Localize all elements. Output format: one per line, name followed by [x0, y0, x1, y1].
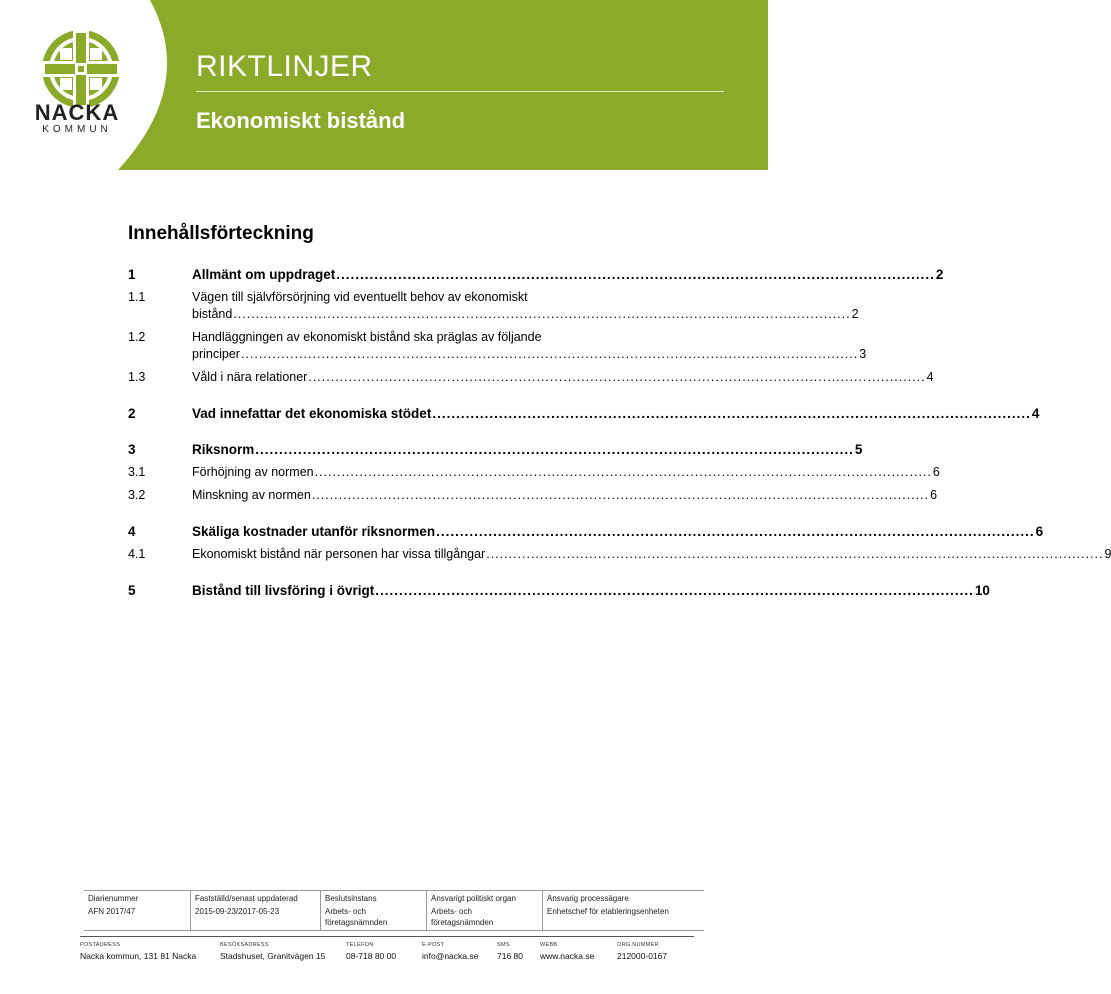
toc-number: 4: [128, 524, 136, 539]
toc-page: 6: [930, 488, 938, 502]
toc-number: 1: [128, 267, 136, 282]
toc-title: Minskning av normen: [192, 488, 311, 502]
footer-orgnummer: [617, 942, 667, 961]
meta-value: företagsnämnden: [325, 918, 388, 927]
toc-title: Bistånd till livsföring i övrigt: [192, 583, 375, 598]
meta-beslutsinstans: [320, 891, 426, 930]
toc-page: 6: [1035, 524, 1044, 539]
meta-label: Fastställd/senast uppdaterad: [195, 894, 298, 903]
header-divider: [196, 91, 724, 92]
toc-entry-3-2[interactable]: 3.2 Minskning av normen .......................................................................................................................................... 6: [128, 488, 938, 502]
meta-value: Arbets- och: [325, 907, 366, 916]
toc-title: Förhöjning av normen: [192, 465, 314, 479]
footer-besoksadress: [220, 942, 325, 961]
toc-title-line: Handläggningen av ekonomiskt bistånd ska präglas av följande: [192, 330, 542, 344]
toc-page: 5: [854, 442, 863, 457]
toc-title: Riksnorm: [192, 442, 255, 457]
footer-label: SMS: [497, 942, 510, 948]
brand-subtitle: KOMMUN: [42, 124, 112, 135]
footer-label: WEBB: [540, 942, 558, 948]
meta-diarienummer: [84, 891, 190, 930]
toc-heading: Innehållsförteckning: [128, 223, 314, 244]
meta-politiskt-organ: [426, 891, 542, 930]
footer-value[interactable]: www.nacka.se: [540, 951, 595, 961]
toc-number: 1.3: [128, 370, 146, 384]
toc-number: 1.1: [128, 290, 146, 304]
toc-entry-5[interactable]: 5 Bistånd till livsföring i övrigt .............................................................................................................................. 10: [128, 583, 990, 598]
toc-title: Vad innefattar det ekonomiska stödet: [192, 406, 432, 421]
toc-entry-4-1[interactable]: 4.1 Ekonomiskt bistånd när personen har vissa tillgångar .......................................................................................................................................... 9: [128, 547, 1111, 561]
footer-label: ORG.NUMMER: [617, 942, 659, 948]
meta-label: Diarienummer: [88, 894, 139, 903]
toc-entry-1[interactable]: 1 Allmänt om uppdraget .............................................................................................................................. 2: [128, 267, 944, 282]
footer-label: E-POST: [422, 942, 445, 948]
nacka-logo-icon: [40, 28, 122, 110]
toc-entry-4[interactable]: 4 Skäliga kostnader utanför riksnormen .............................................................................................................................. 6: [128, 524, 1044, 539]
document-metadata-table: [84, 890, 704, 931]
footer-label: TELEFON: [346, 942, 374, 948]
toc-page: 3: [859, 347, 867, 361]
toc-page: 6: [932, 465, 940, 479]
toc-page: 4: [926, 370, 934, 384]
meta-label: Ansvarigt politiskt organ: [431, 894, 516, 903]
toc-title: Allmänt om uppdraget: [192, 267, 336, 282]
toc-number: 5: [128, 583, 136, 598]
footer-value: 716 80: [497, 951, 523, 961]
toc-title: Ekonomiskt bistånd när personen har vissa tillgångar: [192, 547, 486, 561]
toc-title: principer: [192, 347, 240, 361]
document-type: RIKTLINJER: [196, 50, 373, 83]
toc-page: 10: [974, 583, 990, 598]
toc-entry-2[interactable]: 2 Vad innefattar det ekonomiska stödet .............................................................................................................................. 4: [128, 406, 1040, 421]
footer-sms: [497, 942, 523, 961]
meta-faststalld: [190, 891, 320, 930]
footer-telefon: [346, 942, 396, 961]
footer-value: Stadshuset, Granitvägen 15: [220, 951, 326, 961]
toc-number: 3.1: [128, 465, 146, 479]
toc-page: 9: [1104, 547, 1111, 561]
toc-number: 4.1: [128, 547, 146, 561]
toc-page: 2: [935, 267, 944, 282]
brand-name: NACKA: [34, 100, 120, 125]
toc-title: Skäliga kostnader utanför riksnormen: [192, 524, 436, 539]
footer-epost: [422, 942, 478, 961]
toc-page: 4: [1031, 406, 1040, 421]
toc-page: 2: [851, 307, 859, 321]
meta-value: företagsnämnden: [431, 918, 494, 927]
toc-title: Våld i nära relationer: [192, 370, 308, 384]
meta-label: Ansvarig processägare: [547, 894, 629, 903]
footer-value: Nacka kommun, 131 81 Nacka: [80, 951, 197, 961]
toc-entry-3[interactable]: 3 Riksnorm .............................................................................................................................. 5: [128, 442, 863, 457]
table-of-contents: [128, 266, 1111, 599]
footer-value: 212000-0167: [617, 951, 668, 961]
footer: [80, 936, 694, 961]
toc-entry-1-3[interactable]: 1.3 Våld i nära relationer .......................................................................................................................................... 4: [128, 370, 934, 384]
toc-number: 3: [128, 442, 136, 457]
meta-processagare: [542, 891, 704, 930]
footer-label: POSTADRESS: [80, 942, 121, 948]
footer-value[interactable]: info@nacka.se: [422, 951, 479, 961]
toc-entry-1-2[interactable]: 1.2 Handläggningen av ekonomiskt bistånd ska präglas av följande principer .......................................................................................................................................... 3: [128, 330, 867, 361]
toc-number: 3.2: [128, 488, 146, 502]
meta-value: AFN 2017/47: [88, 907, 136, 916]
document-title: Ekonomiskt bistånd: [196, 108, 406, 133]
footer-value[interactable]: 08-718 80 00: [346, 951, 397, 961]
toc-number: 1.2: [128, 330, 146, 344]
toc-number: 2: [128, 406, 136, 421]
meta-value: Enhetschef för etableringsenheten: [547, 907, 669, 916]
meta-value: 2015-09-23/2017-05-23: [195, 907, 280, 916]
footer-webb: [540, 942, 594, 961]
toc-title-line: Vägen till självförsörjning vid eventuellt behov av ekonomiskt: [192, 290, 528, 304]
toc-title: bistånd: [192, 307, 233, 321]
footer-label: BESÖKSADRESS: [220, 942, 269, 948]
toc-entry-3-1[interactable]: 3.1 Förhöjning av normen .......................................................................................................................................... 6: [128, 465, 940, 479]
footer-postadress: [80, 942, 196, 961]
toc-entry-1-1[interactable]: 1.1 Vägen till självförsörjning vid eventuellt behov av ekonomiskt bistånd .......................................................................................................................................... 2: [128, 290, 859, 321]
meta-label: Beslutsinstans: [325, 894, 377, 903]
meta-value: Arbets- och: [431, 907, 472, 916]
